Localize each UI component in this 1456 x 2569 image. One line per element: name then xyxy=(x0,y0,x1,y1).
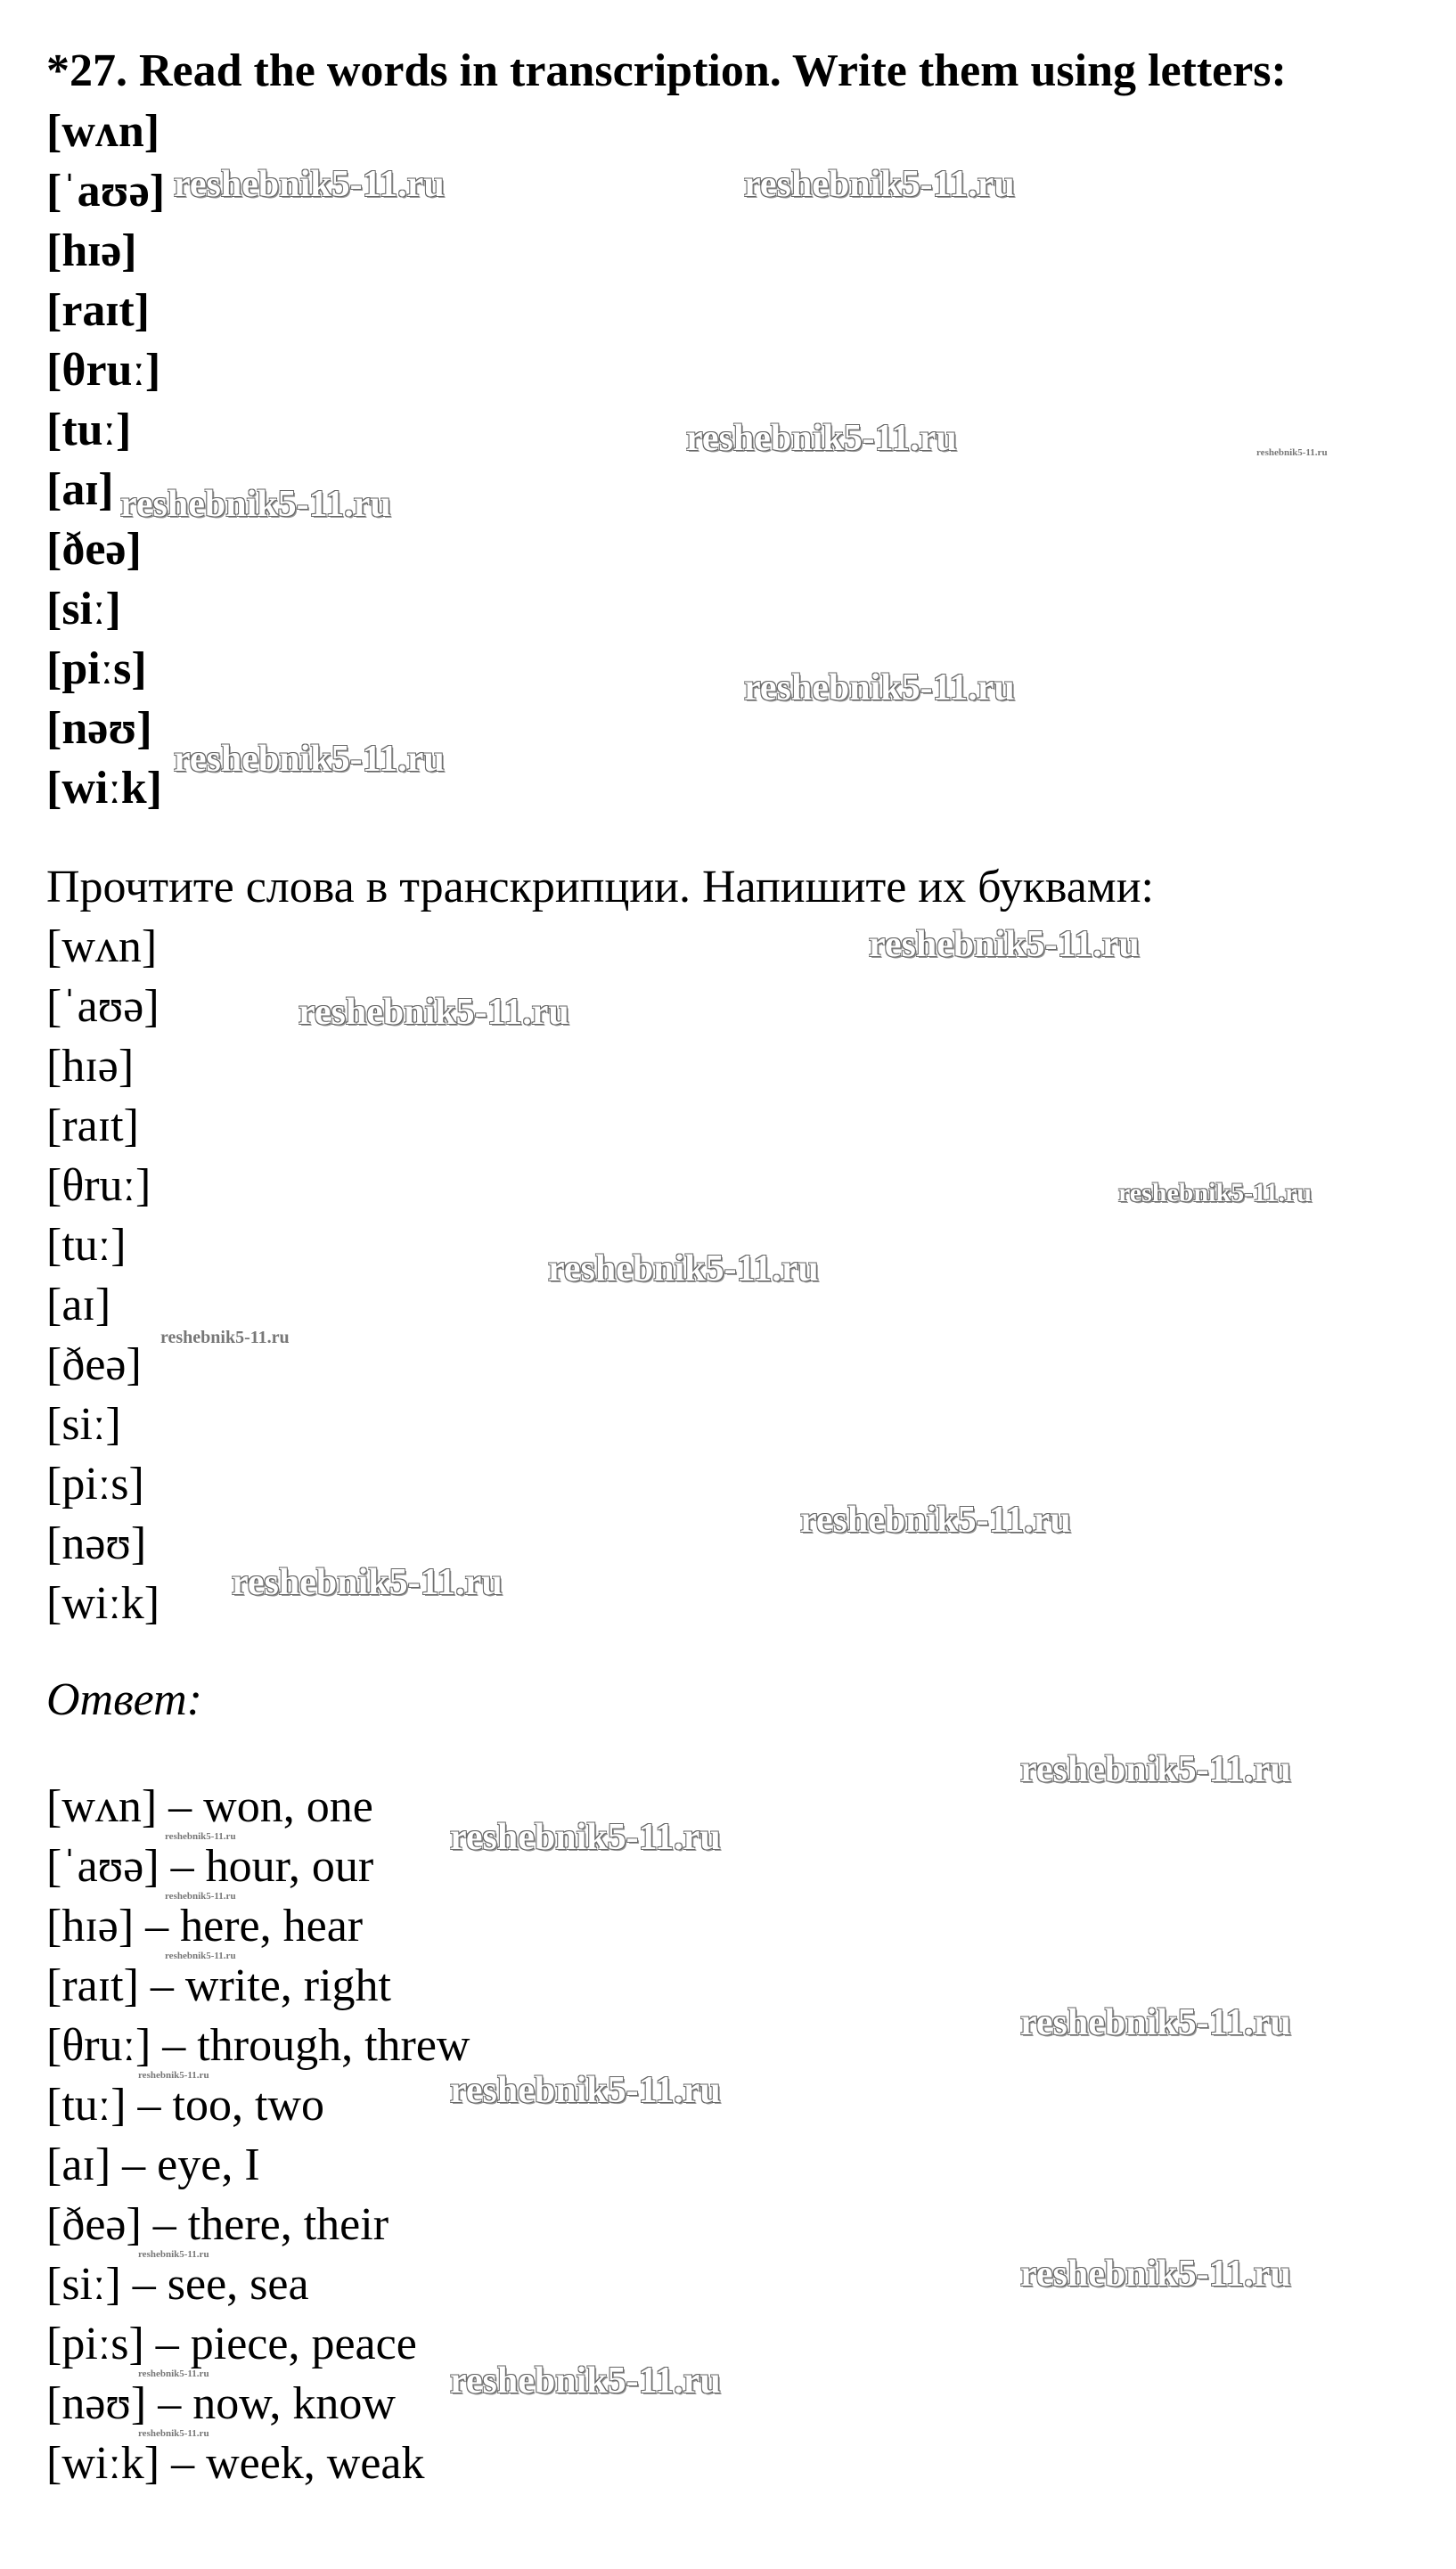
watermark: reshebnik5-11.ru xyxy=(800,1500,1071,1541)
watermark: reshebnik5-11.ru xyxy=(450,1817,721,1858)
watermark: reshebnik5-11.ru xyxy=(138,2428,209,2439)
watermark: reshebnik5-11.ru xyxy=(165,1951,236,1961)
watermark: reshebnik5-11.ru xyxy=(160,1328,290,1347)
watermark: reshebnik5-11.ru xyxy=(686,418,957,459)
watermark: reshebnik5-11.ru xyxy=(450,2070,721,2111)
watermark: reshebnik5-11.ru xyxy=(138,2070,209,2081)
answer-item: [raɪt] – write, right xyxy=(46,1960,391,2011)
watermark: reshebnik5-11.ru xyxy=(548,1248,819,1289)
translation-item: [aɪ] xyxy=(46,1280,111,1330)
answer-item: [tuː] – too, two xyxy=(46,2080,324,2131)
answer-item: [θruː] – through, threw xyxy=(46,2020,470,2071)
watermark: reshebnik5-11.ru xyxy=(120,484,391,525)
watermark: reshebnik5-11.ru xyxy=(744,667,1015,708)
translation-item: [ðeə] xyxy=(46,1339,142,1390)
task-item: [raɪt] xyxy=(46,285,150,336)
task-item: [aɪ] xyxy=(46,464,114,515)
translation-item: [tuː] xyxy=(46,1220,127,1271)
watermark: reshebnik5-11.ru xyxy=(138,2369,209,2379)
answer-item: [nəʊ] – now, know xyxy=(46,2378,396,2429)
translation-item: [siː] xyxy=(46,1399,121,1450)
task-item: [θruː] xyxy=(46,345,161,396)
answer-item: [wʌn] – won, one xyxy=(46,1781,373,1832)
task-item: [tuː] xyxy=(46,405,132,455)
answer-item: [aɪ] – eye, I xyxy=(46,2139,260,2190)
task-item: [ðeə] xyxy=(46,524,142,575)
watermark: reshebnik5-11.ru xyxy=(138,2249,209,2260)
task-item: [nəʊ] xyxy=(46,703,152,754)
translation-item: [wʌn] xyxy=(46,921,158,972)
watermark: reshebnik5-11.ru xyxy=(232,1562,503,1603)
translation-item: [wiːk] xyxy=(46,1578,160,1629)
watermark: reshebnik5-11.ru xyxy=(1256,447,1328,458)
watermark: reshebnik5-11.ru xyxy=(1020,2254,1291,2295)
task-item: [wʌn] xyxy=(46,106,160,157)
answer-label: Ответ: xyxy=(46,1674,202,1725)
watermark: reshebnik5-11.ru xyxy=(450,2360,721,2401)
answer-item: [piːs] – piece, peace xyxy=(46,2319,417,2369)
watermark: reshebnik5-11.ru xyxy=(174,739,445,780)
translation-item: [θruː] xyxy=(46,1160,151,1211)
watermark: reshebnik5-11.ru xyxy=(299,992,569,1033)
answer-item: [wiːk] – week, weak xyxy=(46,2438,425,2489)
watermark: reshebnik5-11.ru xyxy=(165,1831,236,1842)
translation-item: [raɪt] xyxy=(46,1100,139,1151)
task-item: [ˈaʊə] xyxy=(46,166,166,217)
watermark: reshebnik5-11.ru xyxy=(165,1891,236,1902)
translation-item: [nəʊ] xyxy=(46,1518,147,1569)
task-item: [siː] xyxy=(46,584,121,634)
task-item: [piːs] xyxy=(46,643,147,694)
task-item: [wiːk] xyxy=(46,763,162,814)
answer-item: [ðeə] – there, their xyxy=(46,2199,389,2250)
translation-title: Прочтите слова в транскрипции. Напишите их буквами: xyxy=(46,862,1154,912)
task-title: *27. Read the words in transcription. Write them using letters: xyxy=(46,45,1287,96)
answer-item: [hɪə] – here, hear xyxy=(46,1901,364,1951)
answer-item: [siː] – see, sea xyxy=(46,2259,309,2310)
watermark: reshebnik5-11.ru xyxy=(174,164,445,205)
translation-item: [piːs] xyxy=(46,1459,144,1509)
watermark: reshebnik5-11.ru xyxy=(869,924,1140,965)
watermark: reshebnik5-11.ru xyxy=(1020,2002,1291,2043)
translation-item: [hɪə] xyxy=(46,1041,135,1092)
watermark: reshebnik5-11.ru xyxy=(1020,1749,1291,1790)
watermark: reshebnik5-11.ru xyxy=(744,164,1015,205)
translation-item: [ˈaʊə] xyxy=(46,981,160,1032)
answer-item: [ˈaʊə] – hour, our xyxy=(46,1841,374,1892)
watermark: reshebnik5-11.ru xyxy=(1118,1178,1312,1207)
task-item: [hɪə] xyxy=(46,225,137,276)
